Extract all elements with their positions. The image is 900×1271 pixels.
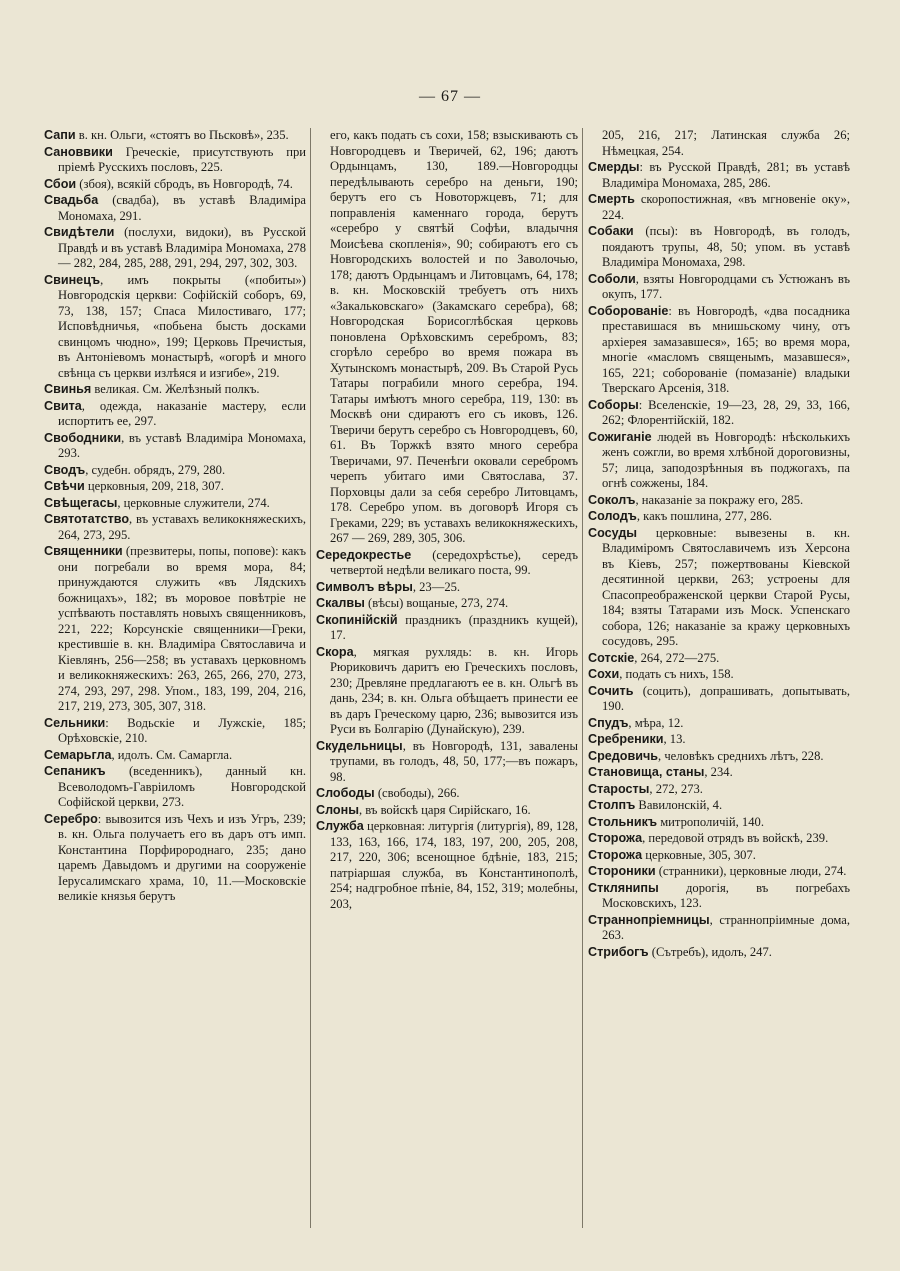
index-entry (44, 177, 306, 193)
entry-text: (збоя), всякій сбродъ, въ Новгородѣ, 74. (76, 176, 293, 191)
entry-headword: Средовичь (588, 748, 659, 763)
entry-headword: Скудельницы (316, 738, 403, 753)
index-entry (588, 765, 850, 781)
entry-text: , мягкая рухлядь: в. кн. Игорь Рюриковичъ даритъ ею Греческихъ пословъ, 230; Древляне предлагаютъ ее в. кн. Ольгѣ въ дань, 234; в. кн. Ольга обѣщаетъ принести ее въ даръ Греческому царю, 236; вывозится изъ Руси въ Болгарію (Дунайскую), 239. (330, 644, 578, 736)
entry-text: его, какъ подать съ сохи, 158; взыскивають съ Новгородцевъ и Тверичей, 62, 196; даютъ Ордынцамъ, 130, 189.—Новгородцы передѣлывають серебро на деньги, 190; берутъ его съ Новоторжцевъ, 71; для поправленія каменнаго города, берутъ «серебро у святѣй Софѣи, владычня Моисѣева скопленія», 90; собираютъ его съ Новгородскихъ волостей и по Заволочью, 178; даютъ Ордынцамъ и Литовцамъ, 64, 178; в. кн. Московскій требуетъ отъ нихъ «Закальковскаго» (Закамскаго серебра), 68; Новгородская Борисоглѣбская церковь поновлена Орѣховскимъ серебромъ, 83; сгорѣло серебро во время пожара въ Хутынскомъ монастырѣ, 209. Въ Старой Русь Татары пограбили много серебра, 194. Татары имѣютъ много серебра, 119, 130: въ Москвѣ они сдираютъ его съ иковъ, 126. Тверичи берутъ серебро съ Новгородцевъ, 60, 61. Въ Торжкѣ взято много серебра Тверичами, 97. Печенѣги оковали серебромъ черепъ убитаго ими Святослава, 37. Порховцы дали за себя серебро Литовцамъ, 178. Серебро упом. въ договорѣ Игоря съ Греками, 229; въ уставахъ великокняжескихъ, 267 — 269, 289, 305, 306. (330, 128, 578, 545)
index-entry (44, 128, 306, 144)
index-entry (44, 193, 306, 224)
index-entry (316, 580, 578, 596)
index-entry (316, 739, 578, 786)
entry-text: , мѣра, 12. (628, 715, 684, 730)
column-2 (316, 128, 578, 1248)
entry-headword: Сановвики (44, 144, 113, 159)
entry-headword: Соболи (588, 271, 636, 286)
index-entry (44, 544, 306, 715)
entry-text: (свадба), въ уставѣ Владиміра Мономаха, 291. (58, 193, 306, 223)
index-entry-continuation (588, 128, 850, 159)
index-entry (588, 848, 850, 864)
index-entry (588, 526, 850, 650)
entry-text: , 234. (704, 765, 733, 779)
entry-headword: Сожиганіе (588, 429, 652, 444)
entry-headword: Стрибогъ (588, 944, 649, 959)
index-entry (588, 667, 850, 683)
entry-headword: Серебро (44, 811, 98, 826)
index-entry (588, 798, 850, 814)
index-entry (588, 224, 850, 271)
index-entry (588, 945, 850, 961)
entry-text: , 13. (663, 732, 686, 746)
entry-headword: Символъ вѣры (316, 579, 413, 594)
index-entry (316, 819, 578, 912)
index-entry (316, 596, 578, 612)
entry-headword: Сторожа (588, 831, 643, 845)
index-entry (588, 398, 850, 429)
column-3 (588, 128, 850, 1248)
entry-text: (странники), церковные люди, 274. (655, 864, 847, 878)
index-entry (588, 831, 850, 847)
index-entry (316, 803, 578, 819)
entry-headword: Стольникъ (588, 814, 658, 829)
entry-text: великая. См. Желѣзный полкъ. (91, 382, 260, 396)
index-columns (44, 128, 870, 1248)
index-entry (316, 786, 578, 802)
entry-text: , 264, 272—275. (634, 650, 720, 665)
index-entry (44, 431, 306, 462)
entry-headword: Скопинійскій (316, 612, 398, 627)
entry-headword: Свита (44, 398, 82, 413)
column-divider (582, 128, 583, 1228)
index-entry (588, 782, 850, 798)
column-divider (310, 128, 311, 1228)
index-entry (44, 225, 306, 272)
entry-headword: Свинецъ (44, 272, 101, 287)
entry-headword: Слоны (316, 802, 359, 817)
entry-text: скоропостижная, «въ мгновеніе оку», 224. (602, 192, 850, 222)
entry-headword: Смерть (588, 192, 635, 206)
entry-text: , наказаніе за покражу его, 285. (635, 492, 804, 507)
entry-text: , какъ пошлина, 277, 286. (636, 509, 773, 523)
entry-headword: Стороники (588, 864, 656, 878)
entry-headword: Свинья (44, 382, 92, 396)
entry-headword: Сельники (44, 715, 106, 730)
entry-headword: Старосты (588, 781, 650, 796)
entry-headword: Слободы (316, 786, 375, 800)
entry-headword: Середокрестье (316, 547, 412, 562)
entry-text: : въ Русской Правдѣ, 281; въ уставѣ Владиміра Мономаха, 285, 286. (602, 160, 850, 190)
entry-headword: Священники (44, 544, 123, 558)
index-entry (588, 749, 850, 765)
entry-headword: Сбои (44, 176, 77, 191)
entry-text: (свободы), 266. (374, 786, 460, 800)
entry-text: , въ уставѣ Владиміра Мономаха, 293. (58, 430, 306, 460)
entry-headword: Свѣчи (44, 479, 85, 493)
page-number: — 67 — (419, 88, 481, 105)
entry-text: , страннопріимные дома, 263. (602, 912, 850, 942)
index-entry (44, 496, 306, 512)
entry-headword: Солодъ (588, 509, 637, 523)
index-entry (588, 651, 850, 667)
entry-text: , передовой отрядъ въ войскѣ, 239. (642, 831, 829, 845)
entry-headword: Столпъ (588, 798, 636, 812)
entry-headword: Сосуды (588, 525, 638, 540)
entry-text: митрополичій, 140. (657, 814, 764, 829)
index-entry (588, 430, 850, 492)
index-entry (44, 748, 306, 764)
entry-text: (Сътребъ), идолъ, 247. (648, 944, 772, 959)
entry-headword: Свободники (44, 430, 122, 445)
index-entry (588, 509, 850, 525)
index-entry (588, 913, 850, 944)
index-entry (44, 812, 306, 905)
entry-text: , имъ покрыты («побиты») Новгородскія церкви: Софійскій соборъ, 69, 73, 138, 157; Спаса Милостиваго, 177; Исповѣдничья, «побьена бысть досками свинцомъ чюдно», 199; Церковь Пречистыя, въ Антоніевомъ монастырѣ, «огорѣ и много свѣнца съ церкви излѣяся и изгибе», 219. (58, 272, 306, 380)
entry-text: , одежда, наказаніе мастеру, если испортитъ ее, 297. (58, 398, 306, 428)
entry-headword: Семарьгла (44, 747, 112, 762)
entry-headword: Сторожа (588, 847, 643, 862)
entry-text: (социть), допрашивать, допытывать, 190. (602, 683, 850, 713)
entry-text: , въ Новгородѣ, 131, завалены трупами, въ голодъ, 48, 50, 177;—въ пожаръ, 98. (330, 738, 578, 784)
entry-headword: Собаки (588, 224, 634, 238)
entry-text: : въ Новгородѣ, «два посадника преставишася въ мнишьскому чину, отъ архіерея замазавшеся», 165; во время мора, многіе «масломъ священымъ, мазавшеся», 165, 221; соборованіе (помазаніе) владыки Тверскаго Арсенія, 318. (602, 303, 850, 395)
entry-headword: Скалвы (316, 596, 365, 610)
entry-text: , въ уставахъ великокняжескихъ, 264, 273, 295. (58, 512, 306, 542)
entry-text: Вавилонскій, 4. (635, 798, 723, 812)
entry-text: церковная: литургія (литургія), 89, 128, 133, 163, 166, 174, 183, 197, 200, 205, 208, 217, 220, 306; всенощное бдѣніе, 183, 215; патріаршая служба, въ Константинополѣ, 254; надгробное пѣніе, 84, 152, 319; молебны, 203, (330, 819, 578, 911)
entry-text: (вѣсы) вощаные, 273, 274. (364, 596, 509, 610)
index-entry (316, 613, 578, 644)
index-entry (44, 145, 306, 176)
entry-text: (вседенникъ), данный кн. Всеволодомъ-Гавріиломъ Новгородской Софійской церкви, 273. (58, 764, 306, 809)
entry-text: , 23—25. (412, 579, 461, 594)
entry-text: церковныя, 209, 218, 307. (84, 479, 224, 493)
entry-headword: Соборованіе (588, 303, 669, 318)
entry-headword: Сохи (588, 667, 620, 681)
entry-headword: Сотскіе (588, 650, 635, 665)
entry-headword: Смерды (588, 160, 640, 174)
index-entry (44, 764, 306, 811)
index-entry-continuation (316, 128, 578, 547)
index-entry (44, 716, 306, 747)
index-entry (588, 272, 850, 303)
entry-text: , въ войскѣ царя Сирійскаго, 16. (358, 802, 531, 817)
index-entry (588, 732, 850, 748)
entry-text: в. кн. Ольги, «стоятъ во Пьсковѣ», 235. (75, 128, 289, 142)
entry-text: праздникъ (праздникъ кущей), 17. (330, 612, 578, 642)
entry-headword: Сводъ (44, 462, 86, 477)
entry-headword: Свидѣтели (44, 225, 115, 239)
entry-text: , идолъ. См. Самаргла. (111, 747, 233, 762)
entry-headword: Спудъ (588, 715, 629, 730)
index-entry (588, 493, 850, 509)
entry-text: (середохрѣстье), середъ четвертой недѣли великаго поста, 99. (330, 547, 578, 577)
entry-headword: Соборы (588, 397, 639, 412)
entry-headword: Сребреники (588, 732, 664, 746)
entry-text: 205, 216, 217; Латинская служба 26; Нѣмецкая, 254. (602, 128, 850, 158)
entry-headword: Скора (316, 644, 354, 659)
entry-text: , церковные служители, 274. (117, 495, 270, 510)
entry-headword: Становища, станы (588, 765, 705, 779)
index-entry (588, 160, 850, 191)
entry-text: , человѣкъ среднихъ лѣтъ, 228. (658, 748, 824, 763)
index-entry (44, 479, 306, 495)
entry-headword: Свѣщегасы (44, 495, 118, 510)
entry-headword: Служба (316, 819, 364, 833)
index-entry (44, 512, 306, 543)
entry-text: , взяты Новгородцами съ Устюжанъ въ окупъ, 177. (602, 271, 850, 301)
entry-headword: Соколъ (588, 492, 636, 507)
entry-text: церковные, 305, 307. (642, 847, 756, 862)
entry-headword: Стклянипы (588, 880, 659, 895)
index-entry (588, 881, 850, 912)
entry-headword: Святотатство (44, 512, 130, 526)
index-entry (588, 864, 850, 880)
entry-text: дорогія, въ погребахъ Московскихъ, 123. (602, 880, 850, 910)
index-entry (588, 684, 850, 715)
entry-text: людей въ Новгородѣ: нѣсколькихъ женъ сожгли, во время хлѣбной дороговизны, 57; лица, заподозрѣнныя въ поджогахъ, па огнѣ сожжены, 184. (602, 429, 850, 490)
index-entry (588, 192, 850, 223)
entry-text: (презвитеры, попы, попове): какъ они погребали во время мора, 84; принуждаются служить «въ Лядскихъ божницахъ», 182; въ моровое повѣтріе не успѣвають поставлять новыхъ священниковъ, 221, 222; Корсунскіе священники—Греки, крестившіе в. кн. Владиміра Святославича и Кіевлянъ, 256—258; въ уставахъ церковномъ и великокняжескихъ: 263, 265, 266, 270, 273, 274, 293, 297, 298. Упом., 183, 199, 204, 216, 217, 219, 273, 305, 307, 318. (58, 544, 306, 713)
entry-headword: Сепаникъ (44, 764, 106, 778)
entry-text: : Вселенскіе, 19—23, 28, 29, 33, 166, 262; Флорентійскій, 182. (602, 397, 850, 427)
column-1 (44, 128, 306, 1248)
entry-headword: Страннопріемницы (588, 912, 710, 927)
index-entry (316, 645, 578, 738)
index-entry (316, 548, 578, 579)
index-entry (44, 273, 306, 382)
entry-text: : вывозится изъ Чехъ и изъ Угръ, 239; в. кн. Ольга получаетъ его въ даръ отъ имп. Константина Порфиророднаго, 235; дано царемъ Давыдомъ и другими на сооруженіе Іерусалимскаго храма, 10, 11.—Московскіе великіе князья берутъ (58, 811, 306, 903)
entry-text: , подать съ нихъ, 158. (619, 667, 734, 681)
entry-text: , судебн. обрядъ, 279, 280. (85, 462, 226, 477)
index-entry (44, 382, 306, 398)
index-entry (44, 463, 306, 479)
index-entry (588, 815, 850, 831)
entry-headword: Сапи (44, 128, 76, 142)
entry-headword: Сочить (588, 683, 634, 698)
index-entry (44, 399, 306, 430)
index-entry (588, 716, 850, 732)
entry-headword: Свадьба (44, 193, 99, 207)
entry-text: : Водьскіе и Лужскіе, 185; Орѣховскіе, 210. (58, 715, 306, 745)
entry-text: Греческіе, присутствують при пріемѣ Русскихъ пословъ, 225. (58, 144, 306, 174)
entry-text: церковные: вывезены в. кн. Владиміромъ Святославичемъ изъ Херсона въ Кіевъ, 257; пожертвованы Кіевской десятинной церкви, 263; устроены для Спасопреображенской церкви Старой Русы, 184; взяты Татарами изъ Моск. Успенскаго собора, 126; наказаніе за кражу церковныхъ сосудовъ, 295. (602, 525, 850, 648)
entry-text: (псы): въ Новгородѣ, въ голодъ, поядаютъ трупы, 48, 50; упом. въ уставѣ Владиміра Мономаха, 298. (602, 224, 850, 269)
entry-text: , 272, 273. (649, 781, 703, 796)
index-entry (588, 304, 850, 397)
entry-text: (послухи, видоки), въ Русской Правдѣ и въ уставѣ Владиміра Мономаха, 278 — 282, 284, 285, 288, 291, 294, 297, 302, 303. (58, 225, 306, 270)
